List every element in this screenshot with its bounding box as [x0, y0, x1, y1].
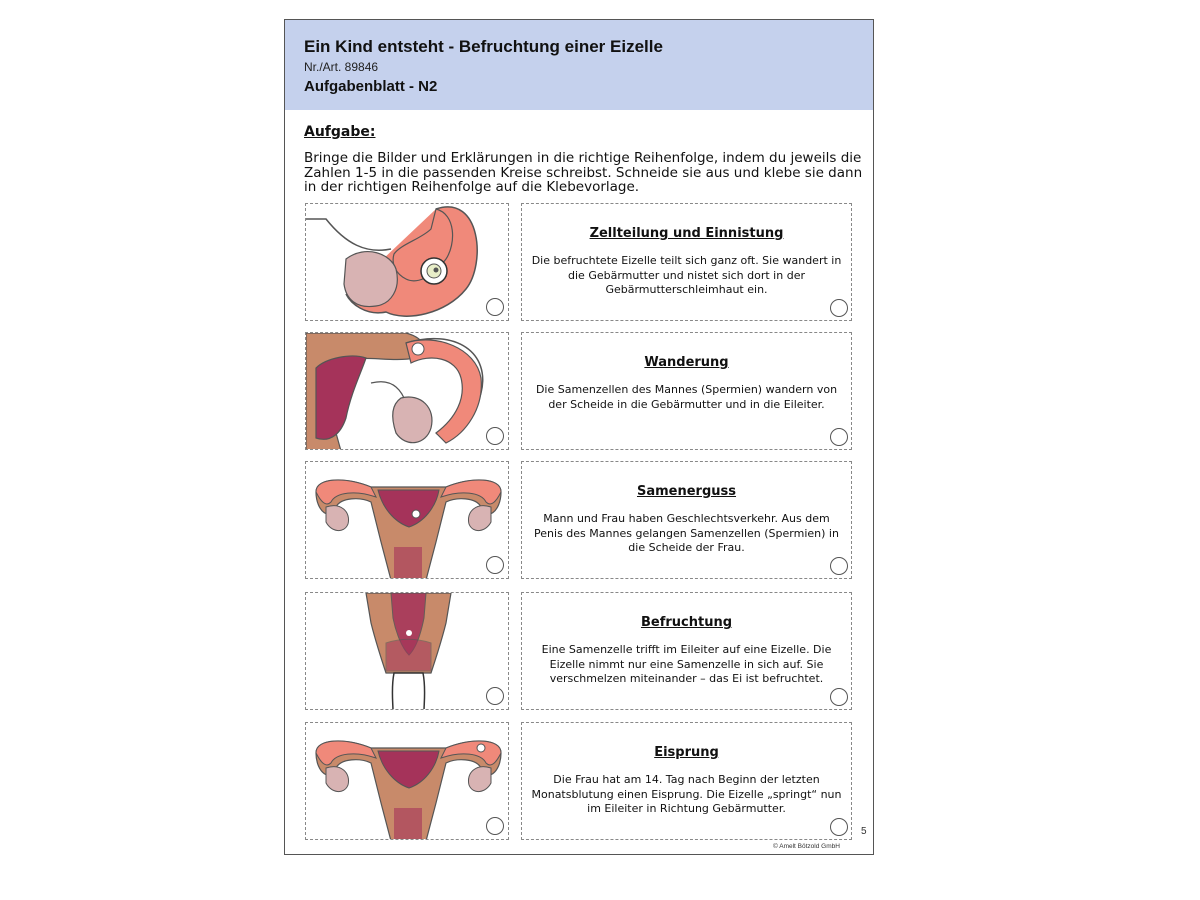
- image-card-2: [305, 332, 509, 450]
- order-number-circle[interactable]: [486, 817, 504, 835]
- sperm-migration-illustration: [306, 333, 509, 450]
- card-title: Samenerguss: [636, 484, 737, 499]
- card-title: Eisprung: [654, 745, 719, 760]
- order-number-circle[interactable]: [830, 688, 848, 706]
- vagina-penis-illustration: [306, 593, 509, 710]
- order-number-circle[interactable]: [830, 428, 848, 446]
- order-number-circle[interactable]: [486, 427, 504, 445]
- article-number: Nr./Art. 89846: [304, 60, 379, 74]
- order-number-circle[interactable]: [486, 298, 504, 316]
- text-card-3: [521, 461, 852, 579]
- order-number-circle[interactable]: [486, 687, 504, 705]
- order-number-circle[interactable]: [830, 299, 848, 317]
- card-title: Wanderung: [644, 355, 729, 370]
- text-card-5: [521, 722, 852, 840]
- worksheet-subtitle: Aufgabenblatt - N2: [304, 78, 438, 95]
- uterus-illustration: [306, 462, 509, 579]
- page-number: 5: [861, 826, 867, 837]
- image-card-4: [305, 592, 509, 710]
- ovulation-uterus-illustration: [306, 723, 509, 840]
- image-card-3: [305, 461, 509, 579]
- image-card-1: [305, 203, 509, 321]
- text-card-1: [521, 203, 852, 321]
- order-number-circle[interactable]: [486, 556, 504, 574]
- card-title: Zellteilung und Einnistung: [589, 226, 784, 241]
- image-card-5: [305, 722, 509, 840]
- copyright-notice: © Amelt Bötzold GmbH: [773, 843, 840, 850]
- order-number-circle[interactable]: [830, 818, 848, 836]
- text-card-2: [521, 332, 852, 450]
- card-text: Eine Samenzelle trifft im Eileiter auf eine Eizelle. Die Eizelle nimmt nur eine Samenzelle in sich auf. Sie verschmelzen miteinander – das Ei ist befruchtet.: [541, 643, 832, 685]
- text-card-4: [521, 592, 852, 710]
- task-text: Bringe die Bilder und Erklärungen in die richtige Reihenfolge, indem du jeweils die Zahlen 1-5 in die passenden Kreise schreibst. Schneide sie aus und klebe sie dann in der richtigen Reihenfolge auf die Klebevorlage.: [304, 150, 863, 195]
- header-bar: [285, 20, 873, 110]
- card-text: Die befruchtete Eizelle teilt sich ganz oft. Sie wandert in die Gebärmutter und nistet sich dort in der Gebärmutterschleimhaut ein.: [531, 254, 842, 296]
- page-title: Ein Kind entsteht - Befruchtung einer Eizelle: [304, 37, 663, 56]
- card-text: Die Samenzellen des Mannes (Spermien) wandern von der Scheide in die Gebärmutter und in die Eileiter.: [535, 383, 838, 411]
- card-text: Die Frau hat am 14. Tag nach Beginn der letzten Monatsblutung einen Eisprung. Die Eizelle „springt“ nun im Eileiter in Richtung Gebärmutter.: [531, 773, 842, 815]
- task-label: Aufgabe:: [304, 124, 376, 140]
- card-text: Mann und Frau haben Geschlechtsverkehr. Aus dem Penis des Mannes gelangen Samenzellen (Spermien) in die Scheide der Frau.: [534, 512, 839, 554]
- card-title: Befruchtung: [640, 615, 733, 630]
- order-number-circle[interactable]: [830, 557, 848, 575]
- worksheet-page: [284, 19, 874, 855]
- oviduct-fertilized-egg-illustration: [306, 204, 509, 321]
